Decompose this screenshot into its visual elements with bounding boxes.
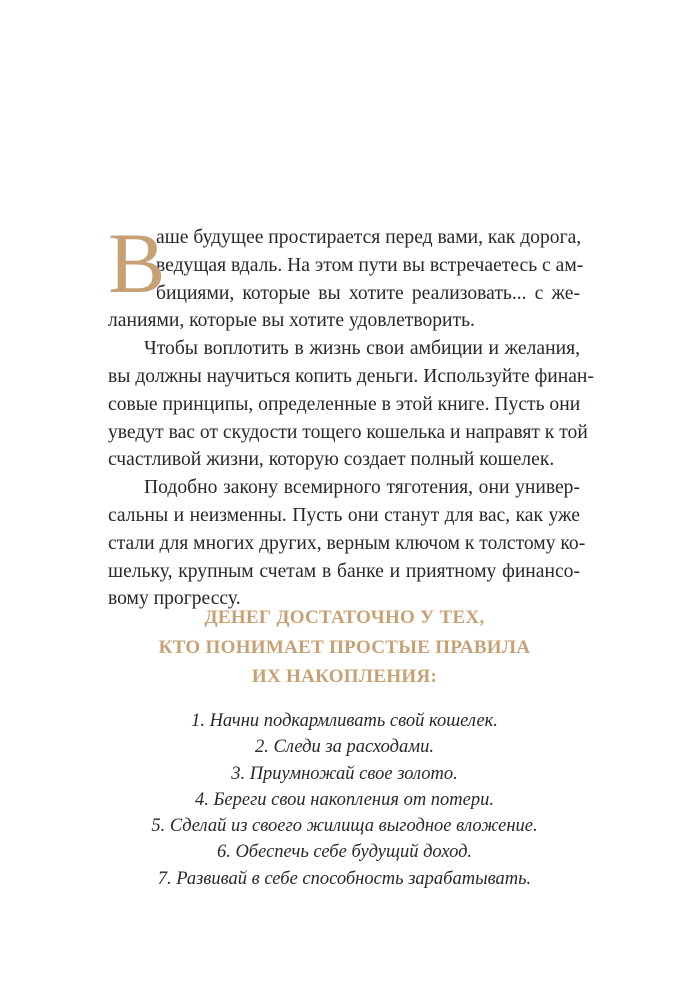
- intro-text: [108, 215, 594, 613]
- text-line: ланиями, которые вы хотите удовлетворить.: [108, 310, 475, 332]
- text-line: ведущая вдаль. На этом пути вы встречаетесь с ам-: [156, 254, 584, 276]
- heading-line: КТО ПОНИМАЕТ ПРОСТЫЕ ПРАВИЛА: [158, 636, 531, 658]
- heading-line: ДЕНЕГ ДОСТАТОЧНО У ТЕХ,: [204, 607, 485, 628]
- text-line: счастливой жизни, которую создает полный кошелек.: [108, 449, 555, 471]
- text-line: вому прогрессу.: [108, 588, 241, 610]
- rule-item: 7. Развивай в себе способность зарабатывать.: [157, 868, 532, 889]
- heading-line: ИХ НАКОПЛЕНИЯ:: [251, 666, 438, 687]
- rules-list: [0, 708, 689, 892]
- text-line: совые принципы, определенные в этой книге. Пусть они: [108, 393, 581, 415]
- text-line: шельку, крупным счетам в банке и приятному финансо-: [108, 560, 580, 582]
- rule-item: 5. Сделай из своего жилища выгодное вложение.: [151, 816, 538, 837]
- text-line: сальны и неизменны. Пусть они станут для вас, как уже: [108, 504, 580, 526]
- text-line: бициями, которые вы хотите реализовать... с же-: [156, 282, 580, 304]
- rule-item: 1. Начни подкармливать свой кошелек.: [191, 711, 498, 731]
- rule-item: 3. Приумножай свое золото.: [231, 763, 458, 784]
- text-line: вы должны научиться копить деньги. Используйте финан-: [108, 365, 594, 387]
- section-heading: [0, 603, 689, 692]
- rule-item: 4. Береги свои накопления от потери.: [195, 789, 494, 810]
- text-line: аше будущее простирается перед вами, как дорога,: [156, 227, 582, 248]
- text-line: Подобно закону всемирного тяготения, они универ-: [144, 477, 580, 499]
- text-line: уведут вас от скудости тощего кошелька и направят к той: [108, 421, 588, 443]
- rule-item: 6. Обеспечь себе будущий доход.: [216, 842, 473, 863]
- paragraph-2: [108, 335, 594, 474]
- paragraph-1: [108, 215, 584, 335]
- paragraph-3: [108, 474, 586, 613]
- text-line: стали для многих других, верным ключом к толстому ко-: [108, 532, 586, 554]
- text-line: Чтобы воплотить в жизнь свои амбиции и желания,: [144, 338, 580, 360]
- drop-cap: В: [108, 215, 166, 311]
- rule-item: 2. Следи за расходами.: [255, 737, 434, 758]
